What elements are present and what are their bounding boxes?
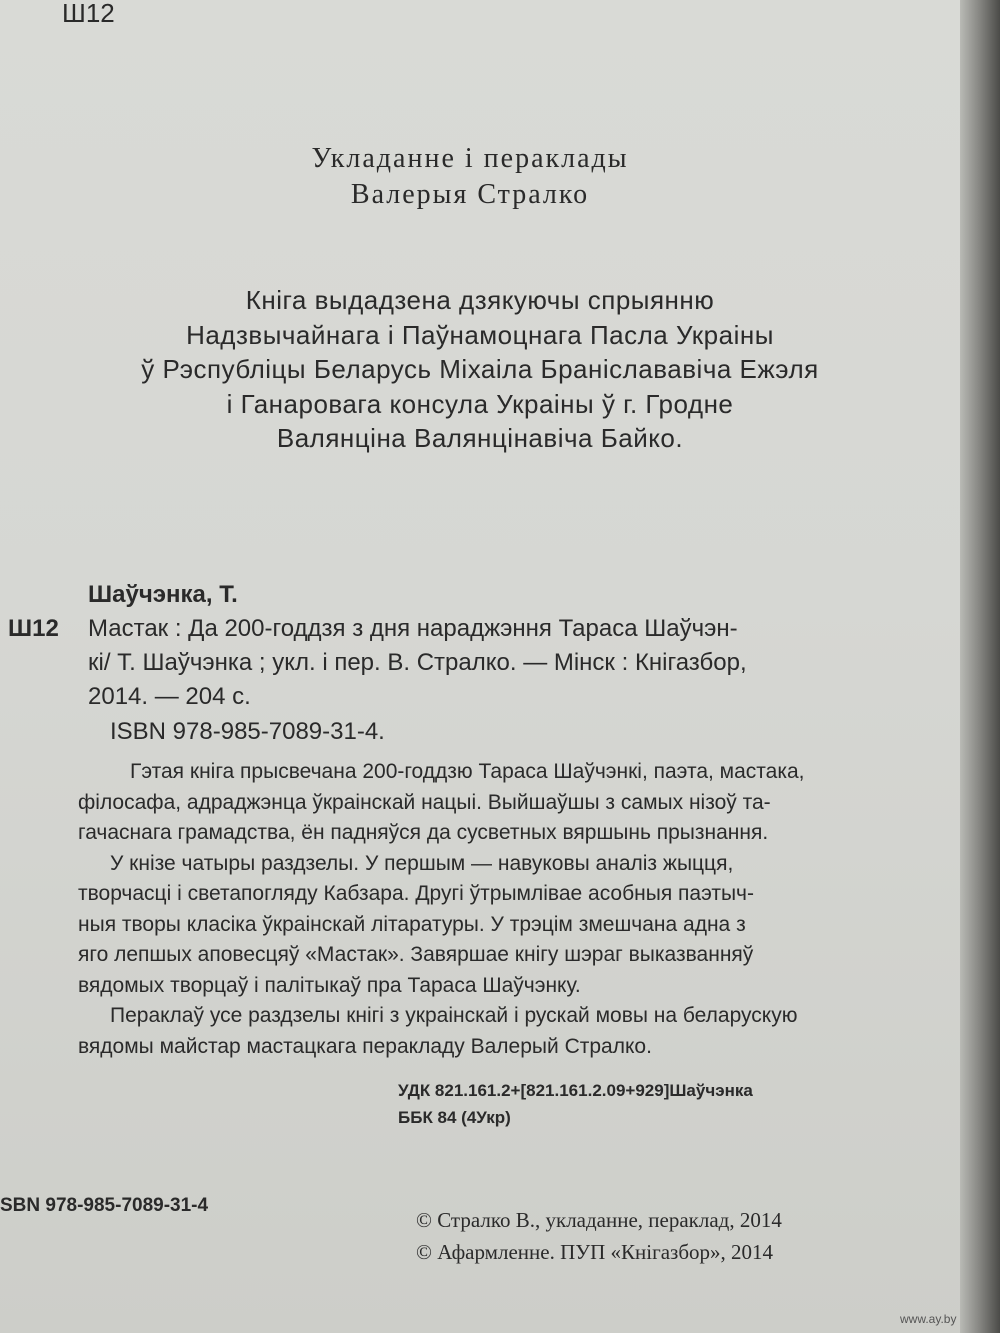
desc-line: Гэтая кніга прысвечана 200-годдзю Тараса Шаўчэнкі, паэта, мастака, bbox=[130, 760, 805, 783]
credits-line-2: Валерыя Стралко bbox=[350, 179, 590, 210]
udk-code: УДК 821.161.2+[821.161.2.09+929]Шаўчэнка bbox=[398, 1081, 753, 1100]
isbn-barcode-text: SBN 978-985-7089-31-4 bbox=[0, 1195, 209, 1216]
desc-line: яго лепшых аповесцяў «Мастак». Завяршае кнігу шэраг выказванняў bbox=[78, 943, 754, 966]
biblio-code: Ш12 bbox=[8, 615, 59, 642]
copyright bbox=[416, 1204, 782, 1268]
desc-line: вядомы майстар мастацкага перакладу Валерый Стралко. bbox=[78, 1034, 652, 1058]
support-line: ў Рэспубліцы Беларусь Міхаіла Браніслававіча Ежэля bbox=[141, 354, 819, 384]
desc-line: філосафа, адраджэнца ўкраінскай нацыі. Выйшаўшы з самых нізоў та- bbox=[78, 790, 771, 814]
biblio-isbn: ISBN 978-985-7089-31-4. bbox=[110, 718, 385, 745]
biblio-author: Шаўчэнка, Т. bbox=[88, 581, 238, 608]
credits-block bbox=[0, 141, 940, 213]
desc-line: У кнізе чатыры раздзелы. У першым — навуковы аналіз жыцця, bbox=[110, 851, 734, 875]
biblio-line: 2014. — 204 с. bbox=[88, 683, 251, 710]
support-line: і Ганаровага консула Украіны ў г. Гродне bbox=[226, 388, 734, 419]
page-fold-shadow bbox=[960, 0, 1000, 1333]
biblio-line: кі/ Т. Шаўчэнка ; укл. і пер. В. Стралко. — Мінск : Кнігазбор, bbox=[88, 649, 747, 676]
credits-line-1: Укладанне і пераклады bbox=[311, 143, 629, 174]
support-block bbox=[10, 283, 950, 456]
biblio-entry bbox=[88, 612, 747, 714]
desc-line: ныя творы класіка ўкраінскай літаратуры. У трэцім змешчана адна з bbox=[78, 912, 746, 936]
description bbox=[78, 757, 805, 1062]
watermark: www.ay.by bbox=[900, 1312, 957, 1326]
bbk-code: ББК 84 (4Укр) bbox=[398, 1108, 511, 1127]
copyright-line: © Стралко В., укладанне, пераклад, 2014 bbox=[416, 1208, 782, 1232]
desc-line: гачаснага грамадства, ён падняўся да сусветных вяршынь прызнання. bbox=[78, 821, 769, 844]
desc-line: вядомых творцаў і палітыкаў пра Тараса Шаўчэнку. bbox=[78, 973, 581, 997]
support-line: Кніга выдадзена дзякуючы спрыянню bbox=[245, 285, 715, 315]
biblio-line: Мастак : Да 200-годдзя з дня нараджэння Тараса Шаўчэн- bbox=[88, 615, 738, 642]
support-line: Надзвычайнага і Паўнамоцнага Пасла Украіны bbox=[186, 319, 774, 350]
desc-line: творчасці і светапогляду Кабзара. Другі ўтрымлівае асобныя паэтыч- bbox=[78, 882, 754, 905]
copyright-line: © Афармленне. ПУП «Кнігазбор», 2014 bbox=[416, 1240, 774, 1264]
corner-code: Ш12 bbox=[62, 0, 115, 28]
desc-line: Пераклаў усе раздзелы кнігі з украінскай і рускай мовы на беларускую bbox=[110, 1004, 798, 1027]
classification bbox=[398, 1077, 753, 1131]
support-line: Валянціна Валянцінавіча Байко. bbox=[276, 423, 684, 453]
